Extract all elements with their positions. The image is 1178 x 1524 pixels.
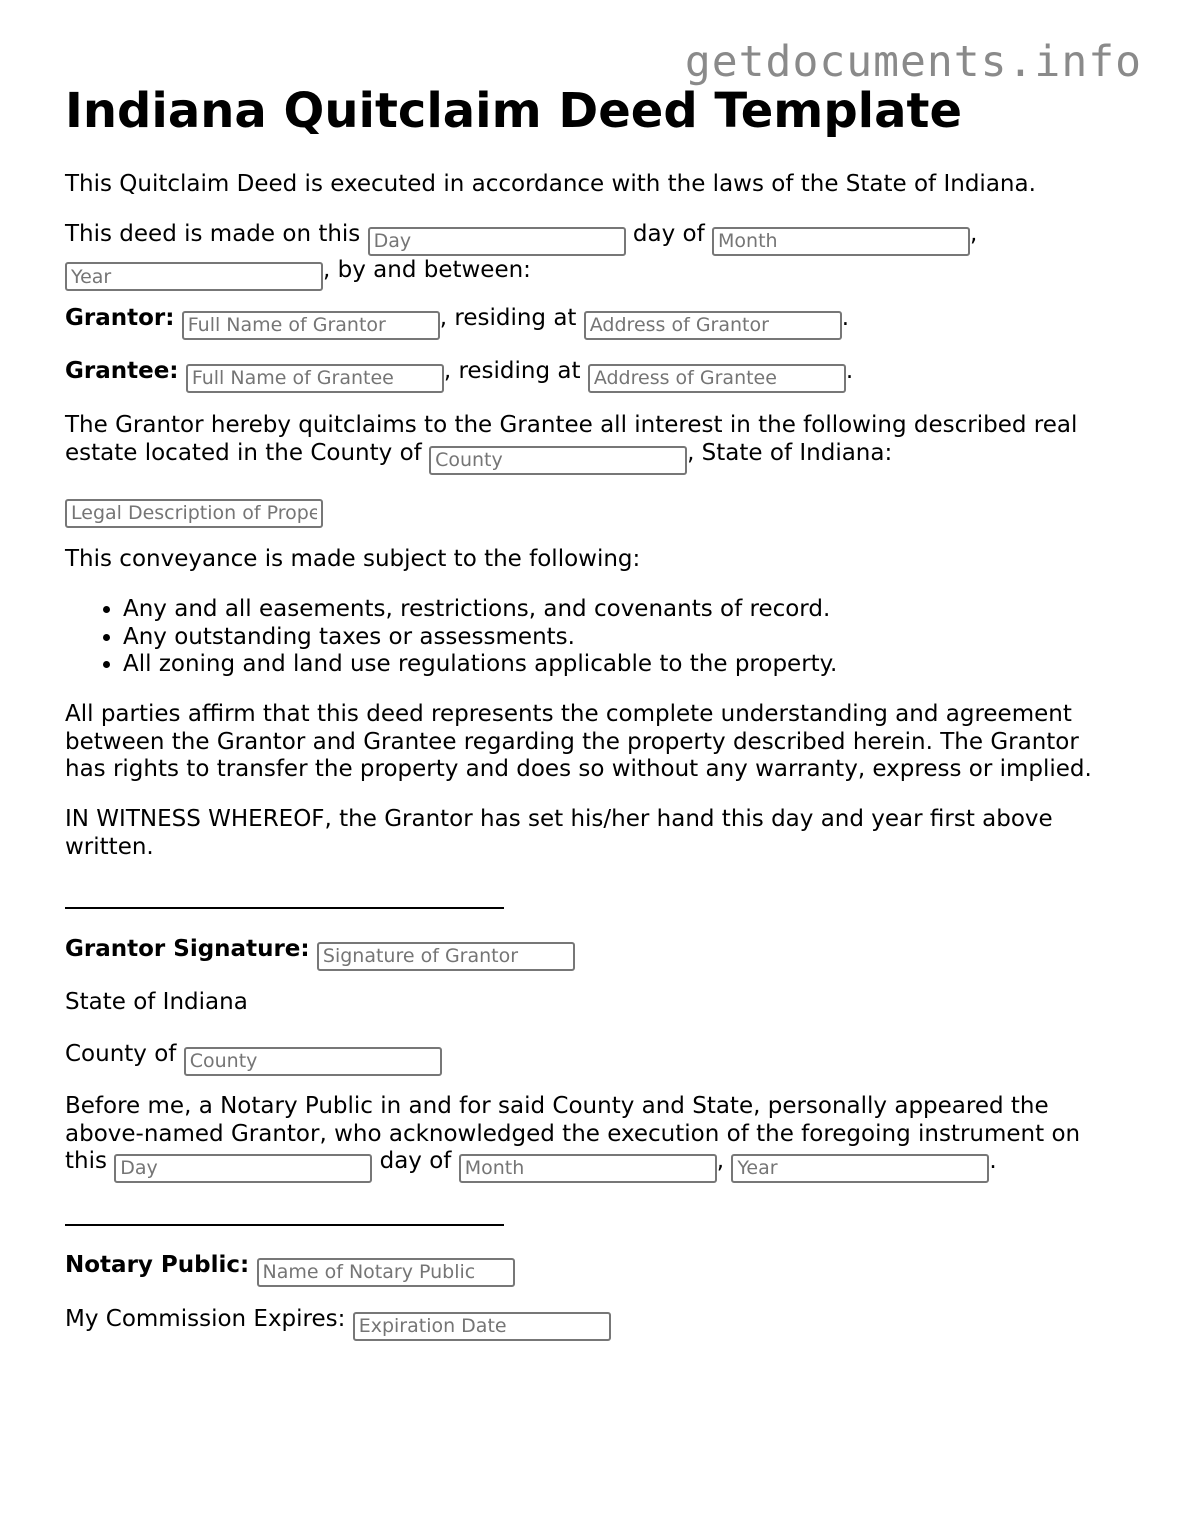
- property-paragraph: [65, 411, 1095, 475]
- legal-description-row: [65, 492, 1125, 528]
- grantor-signature-row: [65, 935, 1125, 971]
- subject-intro: This conveyance is made subject to the following:: [65, 546, 641, 572]
- notary-public-row: [65, 1251, 1125, 1287]
- document-title: Indiana Quitclaim Deed Template: [65, 83, 963, 139]
- grantor-signature-line: [65, 907, 504, 909]
- notary-month-field[interactable]: [459, 1154, 717, 1183]
- affirm-paragraph: All parties affirm that this deed represents the complete understanding and agreement between the Grantor and Grantee regarding the property described herein. The Grantor has rights to transfer the property and does so without any warranty, express or implied.: [65, 701, 1092, 782]
- acknowledgment-end: .: [989, 1148, 997, 1174]
- subject-list: [65, 596, 1125, 679]
- grantee-paragraph: [65, 357, 1125, 393]
- date-prefix: This deed is made on this: [65, 221, 361, 247]
- property-county-field[interactable]: [429, 446, 687, 475]
- acknowledgment-paragraph: [65, 1093, 1105, 1183]
- property-text-after: , State of Indiana:: [687, 440, 893, 466]
- notary-year-field[interactable]: [731, 1154, 989, 1183]
- grantor-label: Grantor:: [65, 305, 175, 331]
- notary-public-label: Notary Public:: [65, 1252, 250, 1278]
- deed-month-field[interactable]: [712, 227, 970, 256]
- grantee-address-field[interactable]: [588, 364, 846, 393]
- legal-description-field[interactable]: [65, 499, 323, 528]
- notary-county-label: County of: [65, 1041, 177, 1067]
- grantor-name-field[interactable]: [182, 311, 440, 340]
- list-item: • All zoning and land use regulations applicable to the property.: [123, 651, 1125, 679]
- notary-county-field[interactable]: [184, 1047, 442, 1076]
- grantor-end: .: [841, 305, 850, 331]
- date-day-of: day of: [632, 221, 705, 247]
- grantor-paragraph: [65, 304, 1125, 340]
- watermark: getdocuments.info: [684, 37, 1142, 87]
- date-paragraph: [65, 220, 1005, 291]
- list-item: • Any outstanding taxes or assessments.: [123, 624, 1125, 652]
- grantor-signature-field[interactable]: [317, 942, 575, 971]
- commission-row: [65, 1305, 1125, 1341]
- grantee-label: Grantee:: [65, 358, 179, 384]
- acknowledgment-text: Before me, a Notary Public in and for said County and State, personally appeared the above-named Grantor, who acknowledged the execution of the foregoing instrument on this: [65, 1093, 1081, 1174]
- property-text-before: The Grantor hereby quitclaims to the Grantee all interest in the following described real estate located in the County of: [65, 412, 1078, 466]
- deed-day-field[interactable]: [368, 227, 626, 256]
- notary-county-row: [65, 1040, 1125, 1076]
- intro-paragraph: This Quitclaim Deed is executed in accordance with the laws of the State of Indiana.: [65, 171, 1036, 197]
- notary-signature-line: [65, 1224, 504, 1226]
- notary-public-field[interactable]: [257, 1258, 515, 1287]
- state-line: State of Indiana: [65, 989, 248, 1015]
- commission-label: My Commission Expires:: [65, 1306, 346, 1332]
- grantee-end: .: [845, 358, 854, 384]
- witness-paragraph: IN WITNESS WHEREOF, the Grantor has set his/her hand this day and year first above written.: [65, 806, 1053, 860]
- notary-day-field[interactable]: [114, 1154, 372, 1183]
- deed-year-field[interactable]: [65, 262, 323, 291]
- grantor-address-field[interactable]: [584, 311, 842, 340]
- grantor-signature-label: Grantor Signature:: [65, 936, 310, 962]
- grantee-residing: , residing at: [443, 358, 581, 384]
- list-item: • Any and all easements, restrictions, and covenants of record.: [123, 596, 1125, 624]
- grantee-name-field[interactable]: [186, 364, 444, 393]
- acknowledgment-day-of: day of: [379, 1148, 452, 1174]
- date-suffix: , by and between:: [323, 256, 531, 283]
- grantor-residing: , residing at: [439, 305, 577, 331]
- commission-expiration-field[interactable]: [353, 1312, 611, 1341]
- acknowledgment-comma: ,: [716, 1148, 725, 1174]
- date-comma: ,: [970, 221, 978, 247]
